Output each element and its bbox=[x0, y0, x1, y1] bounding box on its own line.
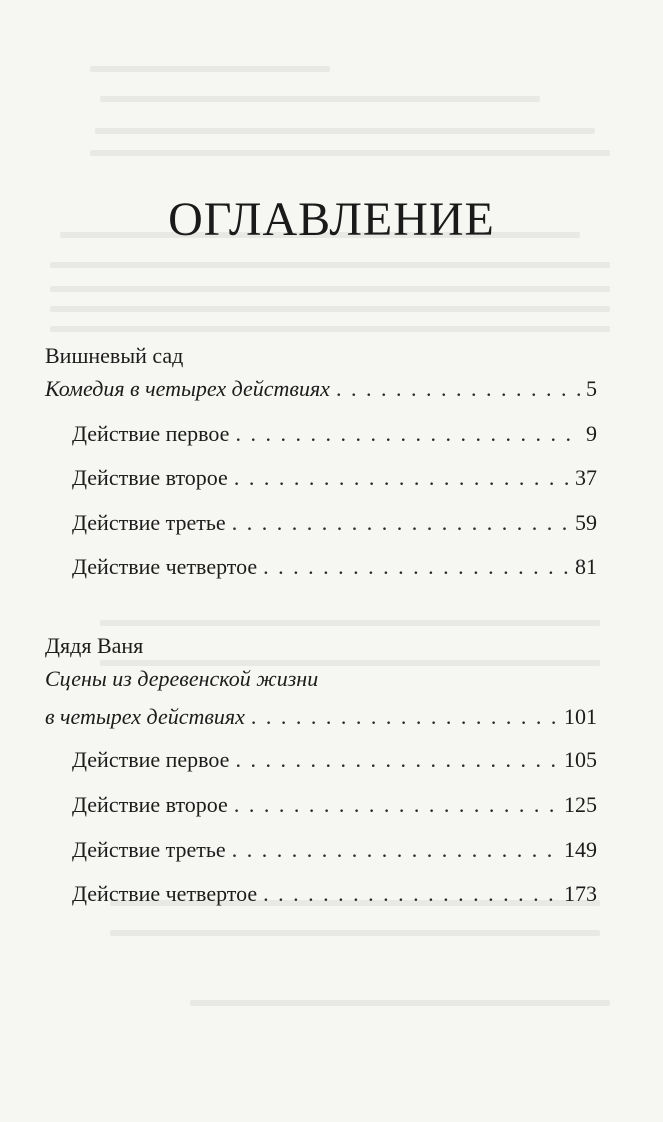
toc-entry-label: Действие четвертое bbox=[72, 554, 258, 579]
toc-page-number: 173 bbox=[564, 881, 597, 906]
toc-entry-label: Действие первое bbox=[72, 747, 230, 772]
toc-entry-label: в четырех действиях bbox=[45, 704, 245, 729]
toc-entry-act[interactable] bbox=[72, 510, 597, 536]
bleed-through-text bbox=[90, 66, 330, 72]
bleed-through-text bbox=[95, 128, 595, 134]
bleed-through-text bbox=[90, 150, 610, 156]
toc-entry-label: Действие третье bbox=[72, 837, 226, 862]
bleed-through-text bbox=[190, 1000, 610, 1006]
toc-page-number: 125 bbox=[564, 792, 597, 817]
toc-entry-act[interactable] bbox=[72, 554, 597, 580]
dot-leader bbox=[234, 792, 558, 818]
toc-page-number: 105 bbox=[564, 747, 597, 772]
toc-page-number: 59 bbox=[575, 510, 597, 535]
work-title: Вишневый сад bbox=[45, 343, 184, 368]
dot-leader bbox=[251, 704, 558, 730]
toc-page-number: 9 bbox=[586, 421, 597, 446]
bleed-through-text bbox=[50, 326, 610, 332]
dot-leader bbox=[263, 554, 569, 580]
toc-entry-label: Действие второе bbox=[72, 465, 228, 490]
toc-entry-act[interactable] bbox=[72, 792, 597, 818]
toc-entry-act[interactable] bbox=[72, 747, 597, 773]
toc-entry-act[interactable] bbox=[72, 837, 597, 863]
toc-page-number: 149 bbox=[564, 837, 597, 862]
dot-leader bbox=[263, 881, 558, 907]
bleed-through-text bbox=[100, 620, 600, 626]
toc-page-number: 37 bbox=[575, 465, 597, 490]
toc-entry-subtitle[interactable] bbox=[45, 376, 597, 402]
dot-leader bbox=[232, 837, 558, 863]
toc-page-number: 5 bbox=[586, 376, 597, 401]
toc-entry-subtitle[interactable] bbox=[45, 704, 597, 730]
dot-leader bbox=[235, 747, 558, 773]
toc-entry-label: Действие четвертое bbox=[72, 881, 258, 906]
dot-leader bbox=[234, 465, 569, 491]
toc-page-number: 81 bbox=[575, 554, 597, 579]
bleed-through-text bbox=[50, 286, 610, 292]
toc-entry-label: Комедия в четырех действиях bbox=[45, 376, 330, 401]
toc-entry-label: Действие второе bbox=[72, 792, 228, 817]
work-title: Дядя Ваня bbox=[45, 633, 144, 658]
toc-entry-act[interactable] bbox=[72, 881, 597, 907]
bleed-through-text bbox=[50, 306, 610, 312]
toc-page-number: 101 bbox=[564, 704, 597, 729]
bleed-through-text bbox=[110, 930, 600, 936]
bleed-through-text bbox=[50, 262, 610, 268]
toc-subtitle-line: Сцены из деревенской жизни bbox=[45, 666, 319, 691]
bleed-through-text bbox=[100, 96, 540, 102]
toc-entry-act[interactable] bbox=[72, 421, 597, 447]
toc-entry-label: Действие третье bbox=[72, 510, 226, 535]
dot-leader bbox=[235, 421, 580, 447]
toc-entry-label: Действие первое bbox=[72, 421, 230, 446]
dot-leader bbox=[232, 510, 569, 536]
toc-entry-act[interactable] bbox=[72, 465, 597, 491]
dot-leader bbox=[336, 376, 580, 402]
page-title: ОГЛАВЛЕНИЕ bbox=[168, 193, 495, 247]
